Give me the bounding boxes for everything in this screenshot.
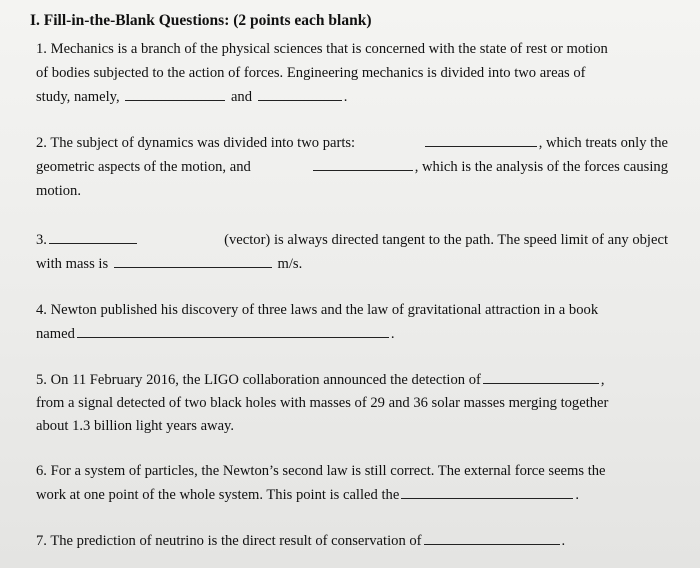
q3-text-c: with mass is — [36, 256, 109, 272]
q3-line-2 — [36, 255, 302, 273]
q1-line-1: 1. Mechanics is a branch of the physical sciences that is concerned with the state of rest or motion — [36, 41, 608, 57]
q6-line-2 — [36, 486, 579, 504]
q2-line-3: motion. — [36, 183, 81, 199]
q4-text-a: named — [36, 326, 75, 342]
q5-line-2: from a signal detected of two black holes with masses of 29 and 36 solar masses merging together — [36, 395, 609, 411]
q2-blank-2[interactable] — [313, 158, 413, 171]
q4-line-1: 4. Newton published his discovery of three laws and the law of gravitational attraction in a book — [36, 302, 599, 318]
q4-text-b: . — [390, 326, 395, 342]
q3-line-1 — [36, 231, 668, 249]
q7-text-b: . — [561, 533, 566, 549]
q7-text-a: 7. The prediction of neutrino is the direct result of conservation of — [36, 533, 422, 549]
q3-blank-1[interactable] — [49, 231, 137, 244]
q2-blank-1[interactable] — [425, 134, 537, 147]
q2-line-1 — [36, 134, 668, 152]
section-heading: I. Fill-in-the-Blank Questions: (2 points each blank) — [30, 12, 372, 29]
q2-text-c: geometric aspects of the motion, and — [36, 159, 251, 175]
q6-blank-1[interactable] — [401, 486, 573, 499]
q1-blank-1[interactable] — [125, 88, 225, 101]
q2-text-a: 2. The subject of dynamics was divided into two parts: — [36, 135, 356, 151]
q1-line-2: of bodies subjected to the action of forces. Engineering mechanics is divided into two areas of — [36, 65, 586, 81]
q1-text-a: study, namely, — [36, 89, 120, 105]
q2-text-b: , which treats only the — [538, 135, 668, 151]
q5-text-b: , — [600, 372, 605, 388]
q3-text-b: (vector) is always directed tangent to the path. The speed limit of any object — [224, 232, 668, 248]
q3-text-d: m/s. — [277, 256, 303, 272]
q3-blank-2[interactable] — [114, 255, 272, 268]
q6-line-1: 6. For a system of particles, the Newton’s second law is still correct. The external force seems the — [36, 463, 606, 479]
q7-line-1 — [36, 532, 565, 550]
q1-line-3 — [36, 88, 347, 106]
q7-blank-1[interactable] — [424, 532, 560, 545]
q5-line-1 — [36, 371, 605, 389]
q2-line-2 — [36, 158, 668, 176]
q1-text-c: . — [343, 89, 348, 105]
q3-text-a: 3. — [36, 232, 47, 248]
q1-blank-2[interactable] — [258, 88, 342, 101]
q4-blank-1[interactable] — [77, 325, 389, 338]
q5-line-3: about 1.3 billion light years away. — [36, 418, 235, 434]
q5-text-a: 5. On 11 February 2016, the LIGO collaboration announced the detection of — [36, 372, 481, 388]
q4-line-2 — [36, 325, 395, 343]
q2-text-d: , which is the analysis of the forces causing — [414, 159, 668, 175]
q1-text-b: and — [230, 89, 253, 105]
q5-blank-1[interactable] — [483, 371, 599, 384]
q6-text-a: work at one point of the whole system. This point is called the — [36, 487, 400, 503]
q6-text-b: . — [575, 487, 579, 503]
